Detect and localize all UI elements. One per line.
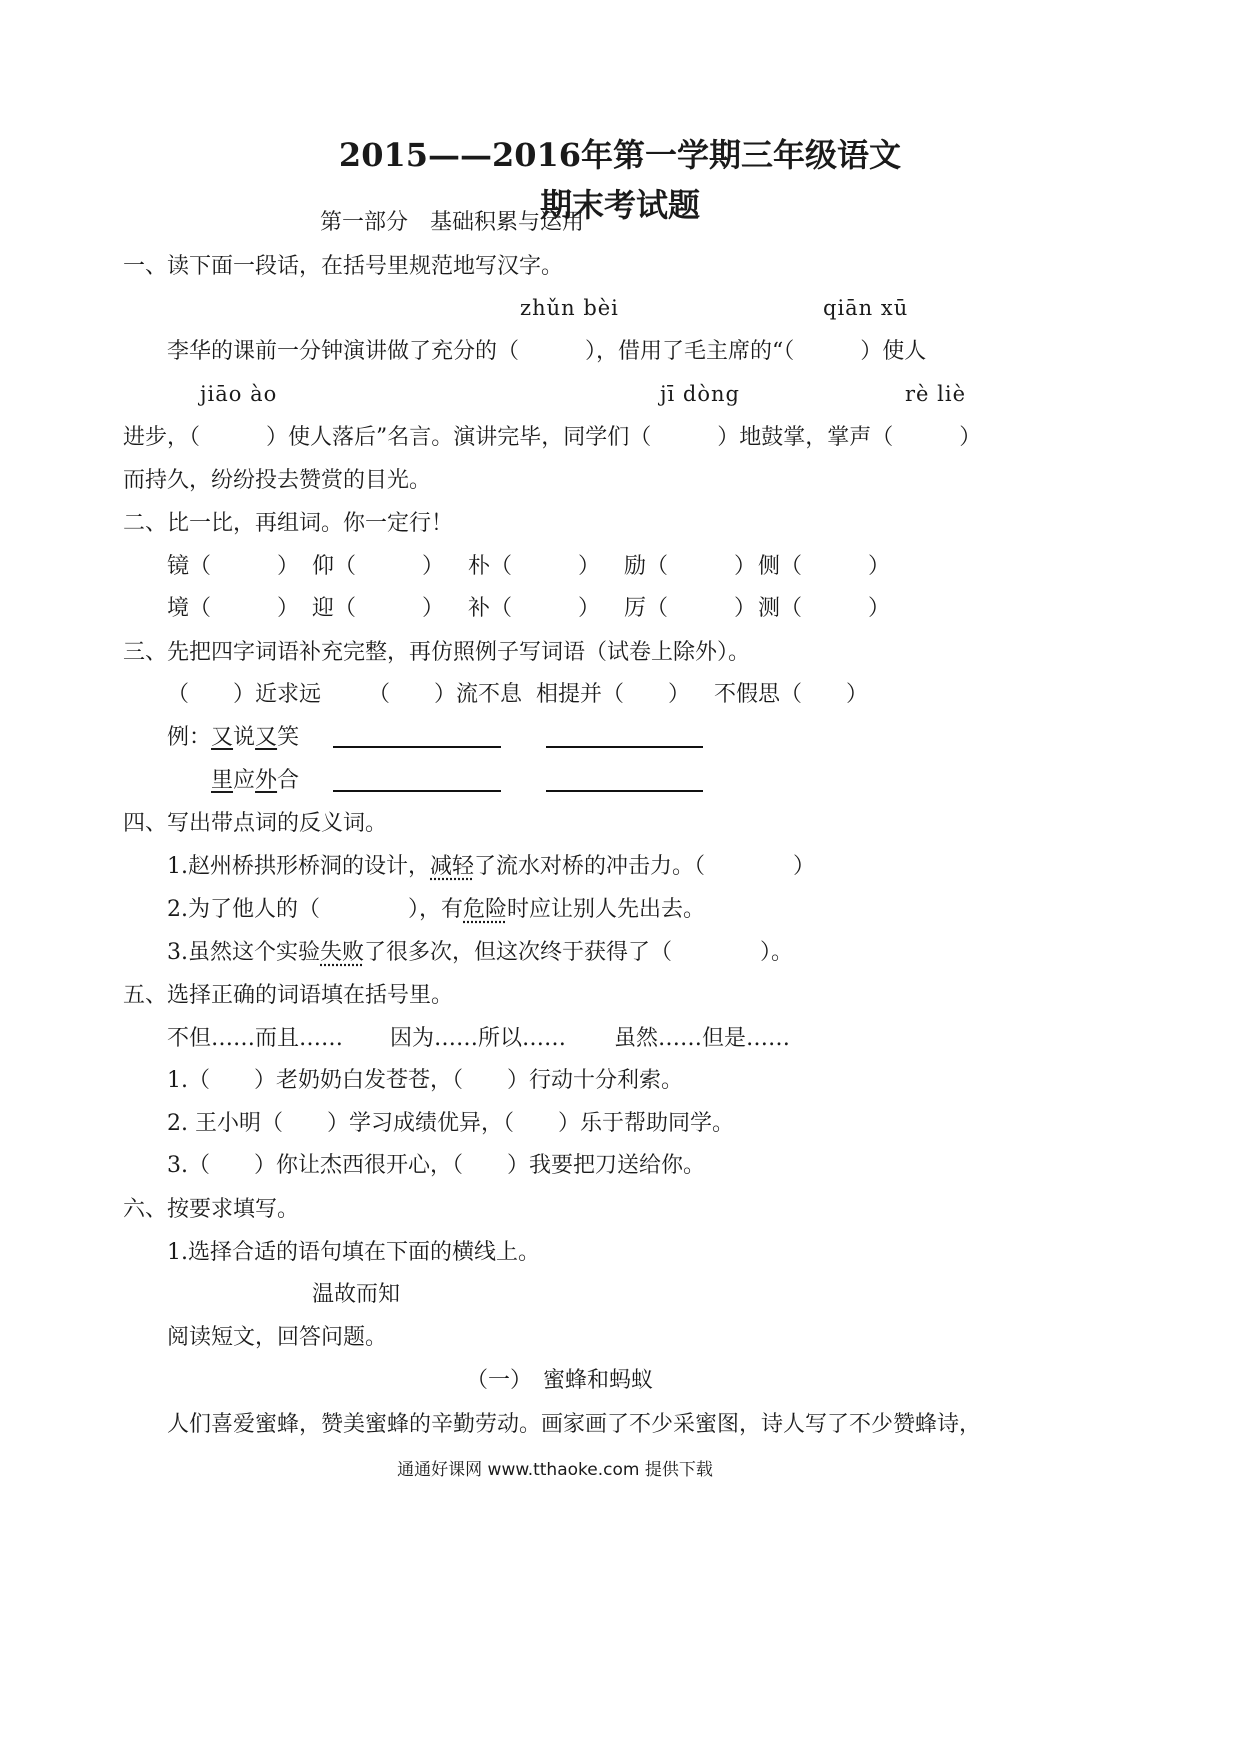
answer-line[interactable]: [333, 790, 501, 792]
read-prompt: 阅读短文，回答问题。: [167, 1325, 388, 1350]
q5-item-3: 3.（ ）你让杰西很开心，（ ）我要把刀送给你。: [167, 1153, 705, 1178]
q3-idiom-3: 相提并（ ）: [536, 682, 691, 707]
footer-credit: 通通好课网 www.tthaoke.com 提供下载: [397, 1460, 713, 1480]
example-char: 说: [233, 725, 256, 750]
q5-option-3: 虽然……但是……: [614, 1026, 791, 1051]
q4-text: 1.赵州桥拱形桥洞的设计，: [167, 854, 430, 879]
example-char: 应: [233, 768, 256, 793]
q6-heading: 六、按要求填写。: [123, 1197, 300, 1222]
answer-line[interactable]: [333, 746, 501, 748]
q2-word-jing2: 境（ ）: [167, 596, 300, 621]
q2-word-li2: 厉（ ）: [624, 596, 757, 621]
q1-heading: 一、读下面一段话，在括号里规范地写汉字。: [123, 254, 564, 279]
q4-item-3: [167, 938, 793, 968]
q4-item-1: [167, 852, 815, 882]
example-char: 合: [277, 768, 300, 793]
q4-text: 2.为了他人的（ ），有: [167, 897, 463, 922]
pinyin-jidong: jī dòng: [660, 382, 740, 406]
q4-text: 3.虽然这个实验: [167, 940, 320, 965]
part-heading: 第一部分 基础积累与运用: [320, 210, 585, 235]
q5-option-1: 不但……而且……: [167, 1026, 344, 1051]
q2-word-ce: 侧（ ）: [758, 554, 891, 579]
q6-item-1: 1.选择合适的语句填在下面的横线上。: [167, 1240, 540, 1265]
dotted-word: 减轻: [430, 854, 475, 879]
q3-example-row2: [211, 766, 299, 796]
q5-heading: 五、选择正确的词语填在括号里。: [123, 983, 454, 1008]
pinyin-relie: rè liè: [905, 382, 967, 406]
answer-line[interactable]: [546, 790, 703, 792]
dotted-word: 失败: [320, 940, 365, 965]
q4-text: 了流水对桥的冲击力。（ ）: [474, 854, 816, 879]
q4-heading: 四、写出带点词的反义词。: [123, 811, 388, 836]
q3-example-label: 例：: [167, 725, 212, 750]
q3-idiom-1: （ ）近求远: [167, 682, 322, 707]
pinyin-zhunbei: zhǔn bèi: [520, 296, 619, 320]
pinyin-jiaoao: jiāo ào: [200, 382, 278, 406]
pinyin-qianxu: qiān xū: [823, 296, 909, 320]
example-char: 笑: [277, 725, 300, 750]
q5-item-1: 1.（ ）老奶奶白发苍苍，（ ）行动十分利索。: [167, 1068, 683, 1093]
q1-line2: 进步，（ ）使人落后”名言。演讲完毕，同学们（ ）地鼓掌，掌声（ ）: [123, 425, 982, 450]
q1-line1: 李华的课前一分钟演讲做了充分的（ ），借用了毛主席的“（ ）使人: [167, 339, 927, 364]
example-char: 又: [211, 725, 234, 750]
example-char: 里: [211, 768, 234, 793]
q1-line3: 而持久，纷纷投去赞赏的目光。: [123, 468, 432, 493]
passage-line-1: 人们喜爱蜜蜂，赞美蜜蜂的辛勤劳动。画家画了不少采蜜图，诗人写了不少赞蜂诗，: [167, 1412, 982, 1437]
answer-line[interactable]: [546, 746, 703, 748]
q6-phrase: 温故而知: [312, 1282, 401, 1307]
q4-text: 时应让别人先出去。: [507, 897, 706, 922]
page-subtitle: 期末考试题: [539, 186, 700, 224]
q2-word-yang: 仰（ ）: [312, 554, 445, 579]
q2-word-jing: 镜（ ）: [167, 554, 300, 579]
example-char: 外: [255, 768, 278, 793]
q2-word-li: 励（ ）: [624, 554, 757, 579]
q2-heading: 二、比一比，再组词。你一定行！: [123, 511, 454, 536]
q3-example-row1: [167, 723, 299, 753]
q5-item-2: 2. 王小明（ ）学习成绩优异，（ ）乐于帮助同学。: [167, 1111, 734, 1136]
q2-word-pu: 朴（ ）: [468, 554, 601, 579]
passage-heading: （一） 蜜蜂和蚂蚁: [466, 1368, 654, 1393]
page-title: 2015——2016年第一学期三年级语文: [338, 136, 902, 174]
q4-item-2: [167, 895, 705, 925]
q2-word-ying: 迎（ ）: [312, 596, 445, 621]
q5-option-2: 因为……所以……: [390, 1026, 567, 1051]
example-char: 又: [255, 725, 278, 750]
q2-word-ce2: 测（ ）: [758, 596, 891, 621]
q3-idiom-2: （ ）流不息: [368, 682, 523, 707]
q3-heading: 三、先把四字词语补充完整，再仿照例子写词语（试卷上除外）。: [123, 640, 751, 665]
q2-word-bu: 补（ ）: [468, 596, 601, 621]
q4-text: 了很多次，但这次终于获得了（ ）。: [364, 940, 794, 965]
dotted-word: 危险: [463, 897, 508, 922]
q3-idiom-4: 不假思（ ）: [714, 682, 869, 707]
